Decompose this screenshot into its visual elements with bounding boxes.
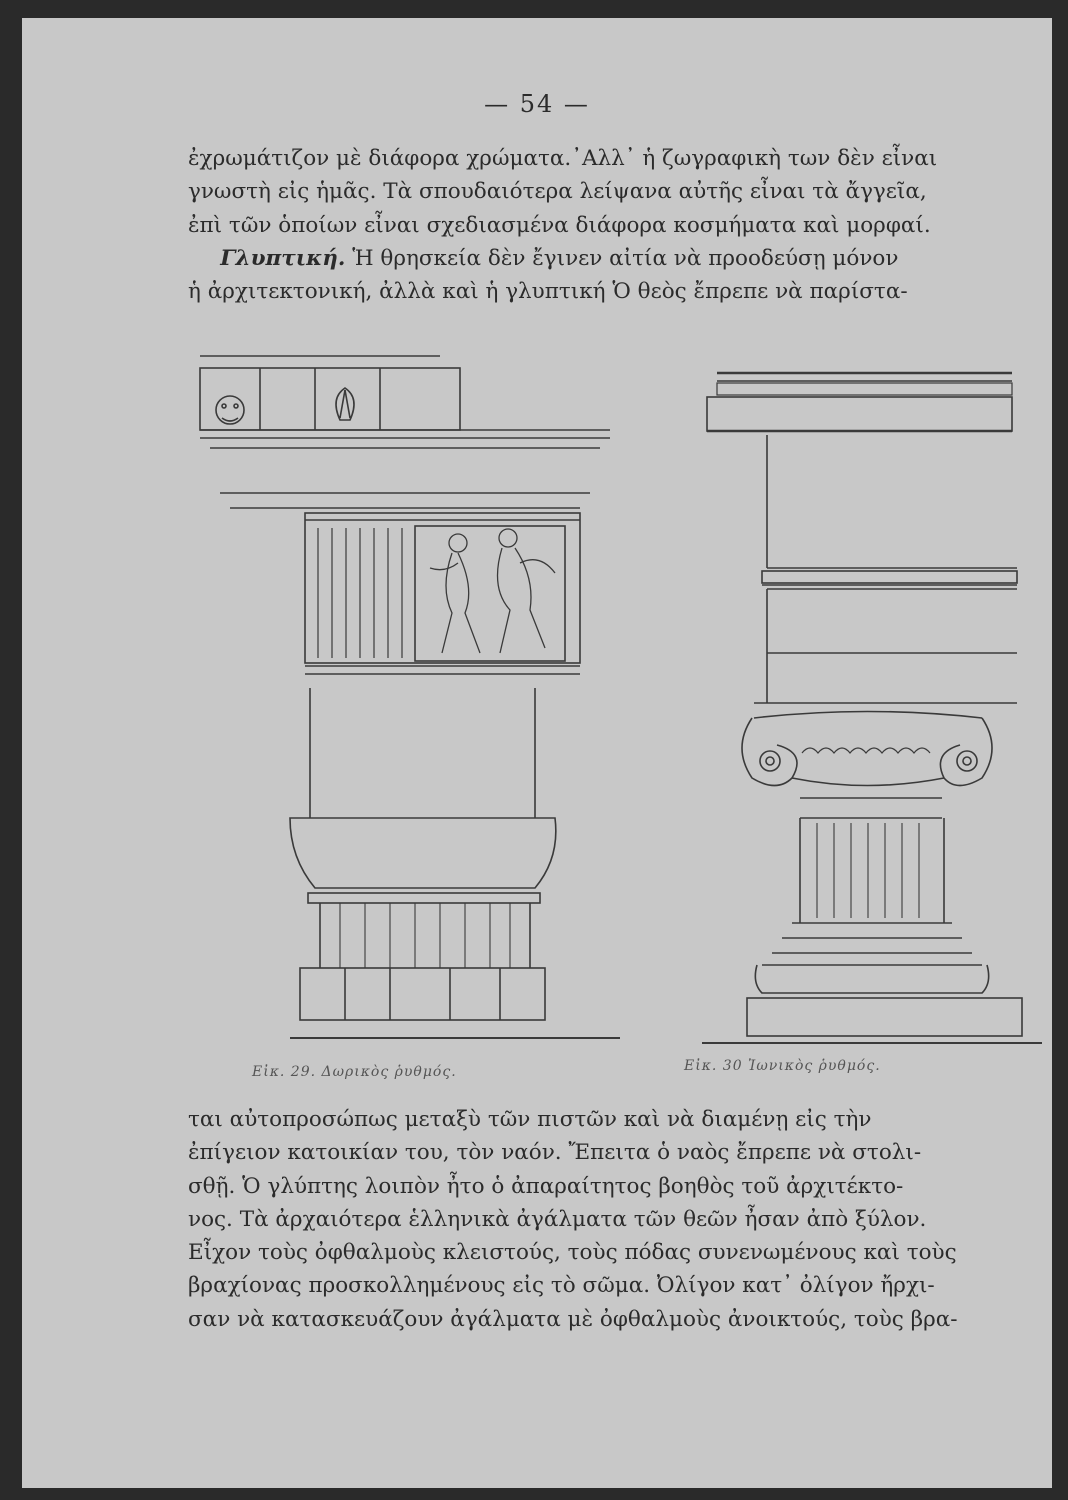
text-line: νος. Τὰ ἀρχαιότερα ἑλληνικὰ ἀγάλματα τῶν θεῶν ἦσαν ἀπὸ ξύλον. xyxy=(188,1206,927,1232)
scanned-page xyxy=(22,18,1052,1488)
text-line xyxy=(188,242,1046,275)
text-line: ἐπίγειον κατοικίαν του, τὸν ναόν. Ἔπειτα ὁ ναὸς ἔπρεπε νὰ στολι- xyxy=(188,1140,922,1166)
paragraph-bottom xyxy=(188,1103,1046,1336)
text-line: Εἶχον τοὺς ὀφθαλμοὺς κλειστούς, τοὺς πόδας συνενωμένους καὶ τοὺς xyxy=(188,1240,957,1266)
figure-caption-29: Εἰκ. 29. Δωρικὸς ῥυθμός. xyxy=(252,1064,457,1080)
page-number: — 54 — xyxy=(484,90,590,118)
text-line: σθῇ. Ὁ γλύπτης λοιπὸν ἦτο ὁ ἀπαραίτητος βοηθὸς τοῦ ἀρχιτέκτο- xyxy=(188,1173,904,1199)
paragraph-top xyxy=(188,142,1046,308)
text-line: γνωστὴ εἰς ἡμᾶς. Τὰ σπουδαιότερα λείψανα αὐτῆς εἶναι τὰ ἄγγεῖα, xyxy=(188,179,927,205)
text-line: σαν νὰ κατασκευάζουν ἀγάλματα μὲ ὀφθαλμοὺς ἀνοικτούς, τοὺς βρα- xyxy=(188,1306,958,1332)
figure-caption-30: Εἰκ. 30 Ἰωνικὸς ῥυθμός. xyxy=(684,1058,881,1074)
figure-doric-order xyxy=(190,348,630,1048)
text-line: βραχίονας προσκολλημένους εἰς τὸ σῶμα. Ὀλίγον κατ᾽ ὀλίγον ἤρχι- xyxy=(188,1273,935,1299)
text-line: ται αὐτοπροσώπως μεταξὺ τῶν πιστῶν καὶ νὰ διαμένῃ εἰς τὴν xyxy=(188,1107,872,1132)
text-line-rest: Ἡ θρησκεία δὲν ἔγινεν αἰτία νὰ προοδεύσῃ μόνον xyxy=(352,245,899,271)
section-heading: Γλυπτική. xyxy=(220,245,346,271)
text-line: ἐχρωμάτιζον μὲ διάφορα χρώματα.᾽Αλλ᾽ ἡ ζωγραφικὴ των δὲν εἶναι xyxy=(188,146,938,171)
text-line: ἐπὶ τῶν ὁποίων εἶναι σχεδιασμένα διάφορα κοσμήματα καὶ μορφαί. xyxy=(188,212,931,238)
text-line: ἡ ἀρχιτεκτονική, ἀλλὰ καὶ ἡ γλυπτική Ὁ θεὸς ἔπρεπε νὰ παρίστα- xyxy=(188,279,908,305)
figure-ionic-order xyxy=(682,353,1047,1048)
